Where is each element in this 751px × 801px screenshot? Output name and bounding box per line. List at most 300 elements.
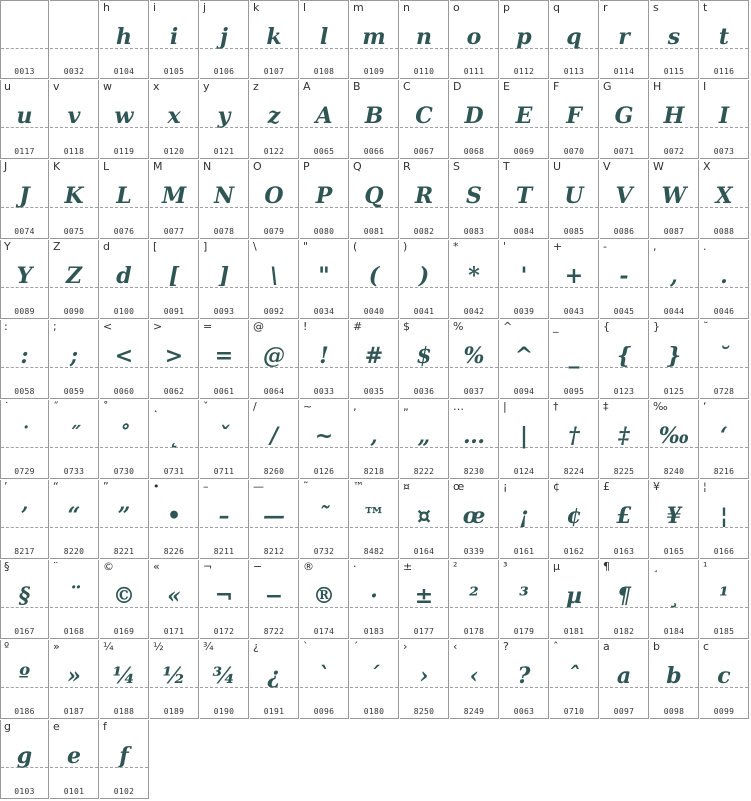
glyph-label: S: [453, 160, 460, 173]
glyph-code: 0104: [113, 67, 135, 76]
glyph-sample: :: [20, 343, 29, 369]
glyph-sample: ": [318, 263, 330, 289]
glyph-label: ½: [153, 640, 164, 653]
glyph-code: 0074: [14, 227, 35, 236]
glyph-sample: b: [666, 663, 682, 689]
glyph-cell: [200, 240, 249, 319]
glyph-sample: F: [566, 103, 582, 129]
glyph-cell: [600, 400, 649, 479]
glyph-label: ¥: [653, 480, 660, 493]
glyph-code: 0120: [163, 147, 185, 156]
glyph-sample: $: [416, 343, 432, 369]
glyph-code: 0081: [363, 227, 385, 236]
glyph-label: „: [403, 400, 409, 413]
glyph-code: 0161: [513, 547, 535, 556]
glyph-sample: ¿: [267, 663, 281, 689]
glyph-sample: X: [715, 183, 733, 209]
glyph-sample: p: [516, 24, 532, 50]
glyph-code: 0102: [113, 787, 135, 796]
glyph-sample: ”: [117, 503, 131, 529]
glyph-cell: [300, 240, 349, 319]
glyph-label: ¦: [703, 480, 707, 493]
glyph-sample: d: [116, 263, 132, 289]
glyph-sample: ®: [313, 583, 335, 609]
glyph-label: (: [353, 240, 358, 253]
glyph-sample: ·: [370, 583, 378, 609]
glyph-sample: /: [269, 423, 279, 449]
glyph-label: }: [653, 320, 660, 333]
glyph-code: 0732: [313, 547, 335, 556]
glyph-cell: [450, 240, 499, 319]
glyph-code: 0044: [663, 307, 685, 316]
glyph-code: 0078: [213, 227, 235, 236]
glyph-sample: x: [167, 103, 181, 129]
glyph-label: /: [253, 400, 257, 413]
glyph-label: k: [253, 1, 260, 14]
glyph-sample: -: [619, 263, 629, 289]
glyph-sample: @: [263, 343, 285, 369]
glyph-label: M: [153, 160, 163, 173]
glyph-code: 0190: [213, 707, 235, 716]
glyph-code: 0123: [613, 387, 635, 396]
glyph-label: =: [203, 320, 213, 333]
glyph-sample: U: [564, 183, 584, 209]
glyph-code: 0110: [413, 67, 435, 76]
glyph-sample: ˛: [168, 423, 180, 449]
glyph-sample: r: [618, 24, 630, 50]
glyph-sample: ´: [368, 663, 380, 689]
glyph-label: ": [303, 240, 309, 253]
glyph-cell: [200, 80, 249, 159]
glyph-cell: [50, 0, 99, 79]
glyph-code: 0039: [513, 307, 535, 316]
glyph-label: .: [703, 240, 707, 253]
glyph-label: ˆ: [553, 640, 559, 653]
glyph-code: 0183: [363, 627, 385, 636]
glyph-label: ^: [503, 320, 513, 333]
glyph-cell: [500, 560, 549, 639]
glyph-code: 8221: [113, 547, 135, 556]
glyph-cell: [350, 640, 399, 719]
glyph-code: 0089: [14, 307, 35, 316]
glyph-cell: [350, 400, 399, 479]
glyph-sample: o: [466, 24, 482, 50]
glyph-label: ~: [303, 400, 313, 413]
glyph-code: 0045: [613, 307, 635, 316]
glyph-label: \: [253, 240, 257, 253]
glyph-code: 0083: [463, 227, 485, 236]
glyph-sample: k: [266, 24, 282, 50]
glyph-label: e: [53, 720, 60, 733]
glyph-label: n: [403, 1, 410, 14]
glyph-label: N: [203, 160, 212, 173]
glyph-label: ±: [403, 560, 413, 573]
glyph-sample: ˝: [68, 423, 80, 449]
glyph-cell: [0, 240, 49, 319]
glyph-code: 0098: [663, 707, 685, 716]
glyph-cell: [300, 160, 349, 239]
glyph-cell: [700, 480, 749, 559]
glyph-sample: _: [568, 343, 580, 369]
glyph-label: q: [553, 1, 560, 14]
glyph-label: m: [353, 1, 364, 14]
glyph-code: 0187: [63, 707, 85, 716]
glyph-label: _: [553, 320, 559, 333]
glyph-cell: [550, 320, 599, 399]
glyph-label: `: [303, 640, 309, 653]
glyph-cell: [200, 160, 249, 239]
glyph-label: i: [153, 1, 157, 14]
glyph-code: 8216: [713, 467, 735, 476]
glyph-sample: A: [315, 103, 333, 129]
glyph-cell: [650, 640, 699, 719]
glyph-cell: [700, 320, 749, 399]
glyph-code: 0076: [113, 227, 135, 236]
glyph-cell: [450, 80, 499, 159]
glyph-code: 0065: [313, 147, 335, 156]
glyph-sample: P: [315, 183, 333, 209]
glyph-cell: [650, 480, 699, 559]
glyph-cell: [50, 480, 99, 559]
glyph-label: D: [453, 80, 462, 93]
glyph-code: 0180: [363, 707, 385, 716]
glyph-label: {: [603, 320, 610, 333]
glyph-code: 0094: [513, 387, 535, 396]
glyph-code: 0171: [163, 627, 185, 636]
glyph-sample: .: [720, 263, 728, 289]
glyph-label: U: [553, 160, 562, 173]
glyph-code: 0085: [563, 227, 585, 236]
glyph-cell: [400, 80, 449, 159]
glyph-sample: L: [116, 183, 132, 209]
glyph-sample: —: [263, 503, 285, 529]
glyph-code: 0125: [663, 387, 685, 396]
glyph-code: 0116: [713, 67, 735, 76]
glyph-sample: V: [615, 183, 633, 209]
glyph-label: ]: [203, 240, 208, 253]
glyph-label: !: [303, 320, 308, 333]
glyph-code: 8250: [413, 707, 435, 716]
glyph-sample: M: [161, 183, 187, 209]
glyph-cell: [500, 320, 549, 399]
glyph-label: A: [303, 80, 311, 93]
glyph-label: R: [403, 160, 411, 173]
glyph-code: 8226: [163, 547, 185, 556]
glyph-cell: [650, 400, 699, 479]
glyph-code: 0166: [713, 547, 735, 556]
glyph-cell: [250, 160, 299, 239]
glyph-code: 0189: [163, 707, 185, 716]
glyph-cell: [450, 400, 499, 479]
glyph-code: 0174: [313, 627, 335, 636]
glyph-sample: v: [67, 103, 81, 129]
glyph-label: h: [103, 1, 110, 14]
glyph-code: 0112: [513, 67, 535, 76]
glyph-code: 0164: [413, 547, 435, 556]
glyph-sample: m: [362, 24, 386, 50]
glyph-cell: [300, 640, 349, 719]
glyph-sample: º: [19, 663, 30, 689]
glyph-cell: [500, 400, 549, 479]
glyph-cell: [500, 640, 549, 719]
glyph-cell: [0, 640, 49, 719]
glyph-label: ;: [53, 320, 57, 333]
glyph-code: 0067: [413, 147, 435, 156]
glyph-code: 0710: [563, 707, 585, 716]
glyph-cell: [700, 80, 749, 159]
glyph-label: ¼: [103, 640, 114, 653]
glyph-cell: [600, 640, 649, 719]
glyph-label: l: [303, 1, 307, 14]
glyph-sample: …: [463, 423, 485, 449]
glyph-label: X: [703, 160, 711, 173]
glyph-label: K: [53, 160, 61, 173]
glyph-code: 0181: [563, 627, 585, 636]
glyph-cell: [400, 240, 449, 319]
glyph-cell: [0, 720, 49, 799]
glyph-label: I: [703, 80, 707, 93]
glyph-sample: h: [116, 24, 132, 50]
glyph-cell: [150, 160, 199, 239]
glyph-code: 0059: [63, 387, 85, 396]
glyph-code: 0177: [413, 627, 435, 636]
glyph-code: 0186: [14, 707, 35, 716]
glyph-label: H: [653, 80, 662, 93]
glyph-sample: +: [564, 263, 584, 289]
glyph-cell: [600, 240, 649, 319]
glyph-code: 0090: [63, 307, 85, 316]
glyph-code: 0728: [713, 387, 735, 396]
glyph-cell: [0, 320, 49, 399]
glyph-sample: <: [114, 343, 134, 369]
glyph-label: −: [253, 560, 263, 573]
glyph-label: @: [253, 320, 264, 333]
glyph-cell: [500, 240, 549, 319]
glyph-cell: [300, 480, 349, 559]
glyph-cell: [450, 320, 499, 399]
glyph-cell: [700, 640, 749, 719]
glyph-sample: «: [167, 583, 181, 609]
glyph-cell: [350, 160, 399, 239]
glyph-label: “: [53, 480, 59, 493]
glyph-code: 8211: [213, 547, 235, 556]
glyph-cell: [650, 320, 699, 399]
glyph-label: ˙: [4, 400, 10, 413]
glyph-code: 0107: [263, 67, 285, 76]
glyph-code: 0093: [213, 307, 235, 316]
glyph-sample: ‚: [370, 423, 378, 449]
glyph-code: 0046: [713, 307, 735, 316]
glyph-sample: »: [67, 663, 81, 689]
glyph-cell: [100, 160, 149, 239]
glyph-cell: [700, 0, 749, 79]
glyph-sample: −: [264, 583, 284, 609]
glyph-label: t: [703, 1, 708, 14]
glyph-label: µ: [553, 560, 560, 573]
glyph-sample: H: [663, 103, 685, 129]
glyph-sample: {: [616, 343, 632, 369]
glyph-sample: ˚: [118, 423, 130, 449]
glyph-code: 0041: [413, 307, 435, 316]
glyph-code: 0097: [613, 707, 635, 716]
glyph-label: f: [103, 720, 107, 733]
glyph-sample: ?: [517, 663, 531, 689]
glyph-cell: [350, 560, 399, 639]
glyph-code: 0079: [263, 227, 285, 236]
glyph-label: a: [603, 640, 610, 653]
glyph-cell: [150, 480, 199, 559]
glyph-code: 0111: [463, 67, 485, 76]
glyph-label: ·: [353, 560, 357, 573]
glyph-label: ¹: [703, 560, 708, 573]
glyph-cell: [100, 320, 149, 399]
glyph-sample: i: [169, 24, 179, 50]
glyph-code: 0106: [213, 67, 235, 76]
glyph-cell: [700, 240, 749, 319]
glyph-sample: ¦: [719, 503, 728, 529]
glyph-sample: ²: [469, 583, 479, 609]
glyph-label: g: [4, 720, 11, 733]
glyph-sample: }: [666, 343, 682, 369]
glyph-code: 0711: [213, 467, 235, 476]
glyph-sample: %: [463, 343, 485, 369]
glyph-sample: ›: [419, 663, 429, 689]
glyph-code: 8260: [263, 467, 285, 476]
glyph-sample: ,: [670, 263, 678, 289]
glyph-cell: [400, 560, 449, 639]
glyph-sample: [1, 19, 48, 55]
glyph-cell: [550, 240, 599, 319]
glyph-label: —: [253, 480, 264, 493]
glyph-sample: ˜: [318, 503, 330, 529]
glyph-label: F: [553, 80, 560, 93]
glyph-label: º: [4, 640, 10, 653]
glyph-sample: D: [464, 103, 484, 129]
glyph-code: 0124: [513, 467, 535, 476]
glyph-label: ‹: [453, 640, 458, 653]
glyph-label: Q: [353, 160, 362, 173]
glyph-code: 0087: [663, 227, 685, 236]
glyph-label: ®: [303, 560, 314, 573]
glyph-cell: [650, 560, 699, 639]
glyph-code: 0082: [413, 227, 435, 236]
glyph-cell: [550, 480, 599, 559]
glyph-sample: ;: [69, 343, 79, 369]
glyph-cell: [450, 480, 499, 559]
glyph-label: ¾: [203, 640, 214, 653]
glyph-code: 0077: [163, 227, 185, 236]
glyph-code: 0168: [63, 627, 85, 636]
glyph-label: ™: [353, 480, 364, 493]
glyph-sample: G: [614, 103, 634, 129]
glyph-cell: [600, 320, 649, 399]
glyph-code: 0095: [563, 387, 585, 396]
glyph-label: £: [603, 480, 610, 493]
glyph-label: v: [53, 80, 60, 93]
glyph-cell: [400, 640, 449, 719]
glyph-cell: [600, 160, 649, 239]
glyph-sample: †: [568, 423, 580, 449]
glyph-cell: [150, 640, 199, 719]
glyph-cell: [100, 720, 149, 799]
glyph-sample: ]: [218, 263, 230, 289]
glyph-code: 8482: [363, 547, 385, 556]
glyph-sample: N: [213, 183, 235, 209]
glyph-label: #: [353, 320, 363, 333]
glyph-sample: §: [18, 583, 31, 609]
glyph-sample: ˆ: [568, 663, 580, 689]
glyph-cell: [50, 320, 99, 399]
glyph-label: ´: [353, 640, 359, 653]
glyph-label: [: [153, 240, 158, 253]
glyph-cell: [50, 240, 99, 319]
glyph-code: 0185: [713, 627, 735, 636]
glyph-sample: [: [168, 263, 180, 289]
glyph-label: ¶: [603, 560, 610, 573]
glyph-code: 0167: [14, 627, 35, 636]
glyph-cell: [0, 400, 49, 479]
glyph-code: 0117: [14, 147, 35, 156]
glyph-label: ˝: [53, 400, 59, 413]
glyph-sample: [50, 19, 98, 55]
glyph-cell: [250, 560, 299, 639]
glyph-sample: e: [67, 743, 81, 769]
glyph-cell: [550, 640, 599, 719]
glyph-sample: B: [364, 103, 384, 129]
glyph-cell: [200, 640, 249, 719]
glyph-label: *: [453, 240, 459, 253]
glyph-label: ‡: [603, 400, 609, 413]
glyph-cell: [700, 160, 749, 239]
glyph-label: ?: [503, 640, 509, 653]
glyph-code: 0034: [313, 307, 335, 316]
glyph-label: ”: [103, 480, 109, 493]
glyph-label: ¡: [503, 480, 508, 493]
glyph-sample: ©: [113, 583, 135, 609]
glyph-label: Z: [53, 240, 61, 253]
glyph-cell: [400, 320, 449, 399]
glyph-cell: [50, 80, 99, 159]
glyph-label: G: [603, 80, 612, 93]
glyph-code: 8222: [413, 467, 435, 476]
glyph-cell: [450, 160, 499, 239]
glyph-cell: [250, 400, 299, 479]
glyph-sample: (: [368, 263, 380, 289]
glyph-cell: [350, 240, 399, 319]
glyph-sample: ¾: [212, 663, 236, 689]
glyph-sample: =: [214, 343, 234, 369]
glyph-label: T: [503, 160, 510, 173]
glyph-code: 0042: [463, 307, 485, 316]
glyph-sample: K: [64, 183, 84, 209]
glyph-sample: c: [717, 663, 731, 689]
glyph-label: •: [153, 480, 160, 493]
glyph-label: J: [4, 160, 8, 173]
glyph-cell: [400, 0, 449, 79]
glyph-sample: ‰: [658, 423, 690, 449]
glyph-cell: [450, 560, 499, 639]
glyph-cell: [350, 320, 399, 399]
glyph-label: §: [4, 560, 10, 573]
glyph-cell: [700, 400, 749, 479]
glyph-code: 0182: [613, 627, 635, 636]
glyph-sample: E: [515, 103, 533, 129]
glyph-code: 0172: [213, 627, 235, 636]
glyph-cell: [400, 480, 449, 559]
glyph-sample: ˇ: [218, 423, 230, 449]
glyph-code: 0080: [313, 227, 335, 236]
glyph-sample: q: [566, 24, 582, 50]
